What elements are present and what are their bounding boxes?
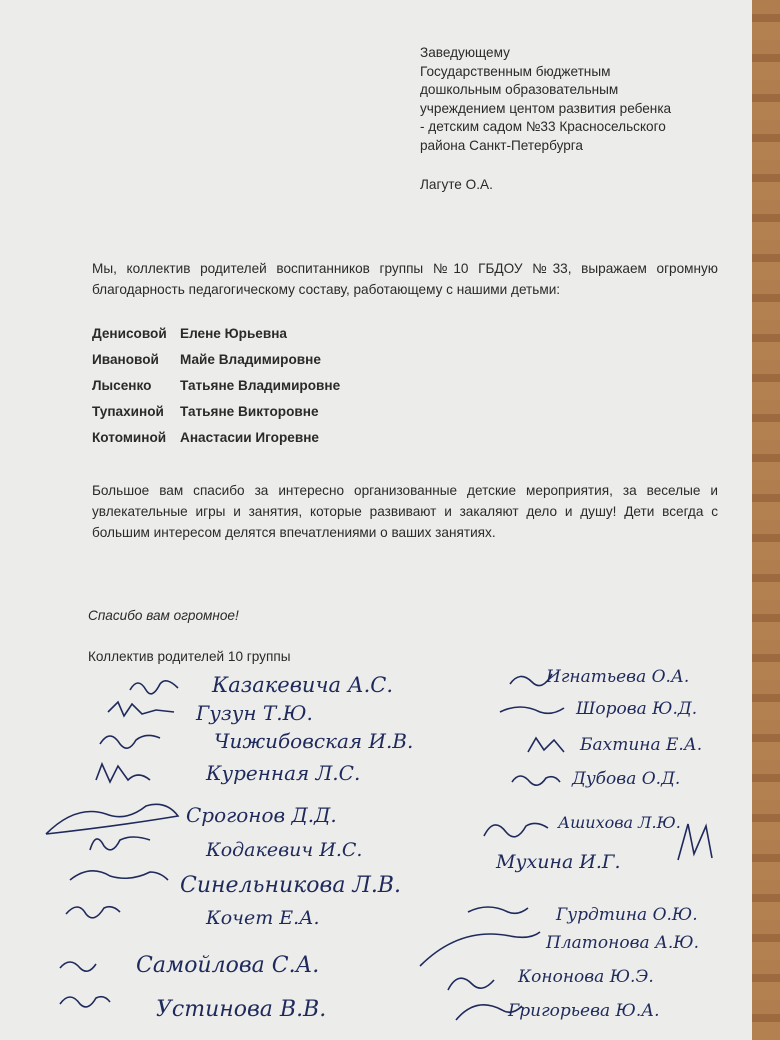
staff-name: Елене Юрьевна	[180, 326, 287, 341]
staff-surname: Тупахиной	[92, 404, 164, 419]
staff-surname: Лысенко	[92, 378, 152, 393]
signature-name: Казакевича А.С.	[212, 673, 394, 697]
addressee-line: учреждением центом развития ребенка	[420, 100, 672, 116]
signature-name: Кочет Е.А.	[206, 907, 320, 929]
signature-name: Кононова Ю.Э.	[518, 967, 654, 987]
addressee-line: района Санкт-Петербурга	[420, 137, 583, 153]
signature-name: Самойлова С.А.	[136, 953, 320, 978]
signature-name: Гурдтина О.Ю.	[556, 905, 698, 925]
signature-scribble	[512, 776, 560, 785]
staff-name: Анастасии Игоревне	[180, 430, 319, 445]
signature-scribble	[100, 735, 160, 748]
signature-scribble	[70, 871, 168, 880]
addressee-name: Лагуте О.А.	[420, 177, 493, 192]
body-paragraph: Большое вам спасибо за интересно организованные детские мероприятия, за веселые и увлекательные игры и занятия, которые развивают и закаляют дело и душу! Дети всегда с большим интересом делятся впечатлениями о ваших занятиях.	[92, 483, 718, 540]
staff-name: Майе Владимировне	[180, 352, 321, 367]
wooden-surface	[752, 0, 780, 1040]
signature-scribble	[108, 702, 174, 716]
signature-scribble	[678, 824, 712, 860]
signature-name: Мухина И.Г.	[496, 851, 621, 873]
signature-name: Гузун Т.Ю.	[196, 701, 313, 725]
intro-paragraph: Мы, коллектив родителей воспитанников группы №10 ГБДОУ №33, выражаем огромную благодарность педагогическому составу, работающему с нашими детьми:	[92, 261, 718, 297]
signature-scribble	[90, 837, 150, 850]
thanks-line: Спасибо вам огромное!	[88, 608, 239, 623]
collective-line: Коллектив родителей 10 группы	[88, 649, 291, 664]
signature-scribble	[60, 962, 96, 971]
signature-scribble	[448, 978, 494, 990]
signature-scribble	[420, 932, 540, 966]
signature-name: Дубова О.Д.	[572, 769, 681, 789]
signature-scribble	[66, 907, 120, 918]
signature-scribble	[528, 738, 564, 752]
signature-scribble	[96, 764, 150, 782]
signature-name: Куренная Л.С.	[206, 761, 361, 785]
signature-name: Чижибовская И.В.	[214, 729, 414, 753]
addressee-line: Заведующему	[420, 45, 510, 60]
signature-scribble	[46, 804, 178, 834]
signature-name: Кодакевич И.С.	[206, 839, 363, 861]
signature-scribble	[468, 907, 528, 913]
signature-name: Игнатьева О.А.	[546, 667, 690, 687]
addressee-line: - детским садом №33 Красносельского	[420, 119, 666, 135]
staff-surname: Ивановой	[92, 352, 159, 367]
signature-name: Шорова Ю.Д.	[576, 699, 698, 719]
staff-surname: Денисовой	[92, 326, 167, 341]
signature-name: Срогонов Д.Д.	[186, 803, 337, 827]
signature-name: Платонова А.Ю.	[546, 933, 699, 953]
addressee-line: Государственным бюджетным	[420, 63, 611, 79]
staff-name: Татьяне Владимировне	[180, 378, 341, 393]
signature-name: Ашихова Л.Ю.	[558, 813, 681, 832]
addressee-line: дошкольным образовательным	[420, 82, 619, 98]
signature-name: Бахтина Е.А.	[580, 735, 703, 755]
signature-scribble	[500, 707, 564, 713]
staff-surname: Котоминой	[92, 430, 167, 445]
signature-scribble	[60, 997, 110, 1007]
signature-scribble	[130, 681, 178, 694]
staff-name: Татьяне Викторовне	[180, 404, 319, 419]
signature-name: Синельникова Л.В.	[180, 873, 401, 898]
signature-name: Григорьева Ю.А.	[508, 1001, 660, 1021]
signature-scribble	[484, 823, 548, 836]
signature-name: Устинова В.В.	[156, 997, 327, 1022]
